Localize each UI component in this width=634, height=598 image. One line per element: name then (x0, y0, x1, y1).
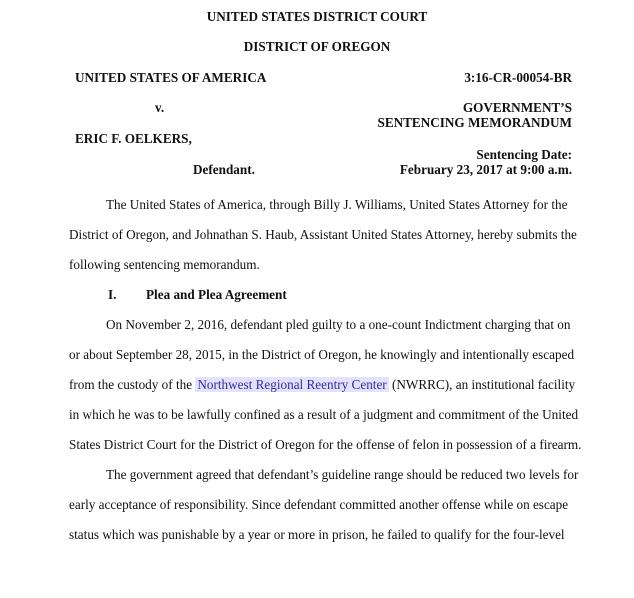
document-title-line-2: SENTENCING MEMORANDUM (377, 115, 572, 130)
para2-line-2: early acceptance of responsibility. Since defendant committed another offense while on escape (69, 497, 569, 512)
defendant-name: ERIC F. OELKERS, (75, 131, 192, 146)
intro-line-1: The United States of America, through Billy J. Williams, United States Attorney for the (106, 197, 568, 212)
sentencing-date-label: Sentencing Date: (476, 147, 572, 162)
para1-line-2: or about September 28, 2015, in the District of Oregon, he knowingly and intentionally escaped (69, 347, 575, 362)
intro-line-3: following sentencing memorandum. (69, 257, 260, 272)
case-number: 3:16-CR-00054-BR (464, 70, 572, 85)
highlighted-facility-name[interactable]: Northwest Regional Reentry Center (197, 377, 387, 392)
versus-label: v. (155, 100, 165, 115)
para1-line-4: in which he was to be lawfully confined as a result of a judgment and commitment of the United (69, 407, 579, 422)
para1-line-1: On November 2, 2016, defendant pled guilty to a one-count Indictment charging that on (106, 317, 571, 332)
para1-line-5: States District Court for the District of Oregon for the offense of felon in possession of a firearm. (69, 437, 582, 452)
intro-line-2: District of Oregon, and Johnathan S. Haub, Assistant United States Attorney, hereby submits the (69, 227, 577, 242)
section-heading: Plea and Plea Agreement (146, 287, 287, 302)
para1-line-3-start: from the custody of the (69, 377, 196, 392)
defendant-label: Defendant. (193, 162, 255, 177)
district-name: DISTRICT OF OREGON (243, 39, 391, 54)
sentencing-date: February 23, 2017 at 9:00 a.m. (399, 162, 572, 177)
section-number: I. (108, 287, 117, 302)
court-name: UNITED STATES DISTRICT COURT (206, 9, 428, 24)
para1-line-3-end: (NWRRC), an institutional facility (388, 377, 576, 392)
para2-line-3: status which was punishable by a year or more in prison, he failed to qualify for the four-level (69, 527, 565, 542)
para1-line-3 (69, 377, 575, 393)
plaintiff-name: UNITED STATES OF AMERICA (75, 70, 267, 85)
document-title-line-1: GOVERNMENT’S (462, 100, 572, 115)
para2-line-1: The government agreed that defendant’s guideline range should be reduced two levels for (106, 467, 579, 482)
